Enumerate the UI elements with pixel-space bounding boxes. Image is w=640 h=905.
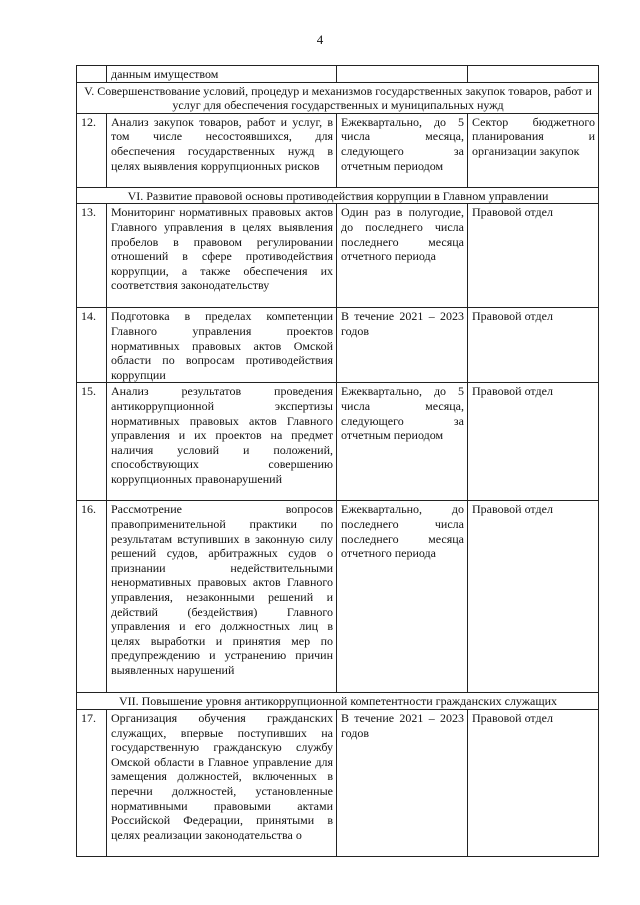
table-row: [77, 204, 599, 308]
table-row: [77, 113, 599, 187]
responsible-cell: Правовой отдел: [468, 501, 599, 693]
responsible-cell: Правовой отдел: [468, 709, 599, 856]
page-number: 4: [316, 32, 324, 47]
responsible-cell: Правовой отдел: [468, 204, 599, 308]
table-row: [77, 383, 599, 501]
term-cell: Один раз в полугодие, до последнего числа последнего месяца отчетного периода: [337, 204, 468, 308]
measure-cell: Рассмотрение вопросов правоприменительной практики по результатам вступивших в законную силу решений судов, арбитражных судов о признании недействительными ненормативных правовых актов Главного управления, незаконными решений и действий (бездействия) Главного управления и его должностных лиц в целях выработки и принятия мер по предупреждению и устранению причин выявленных нарушений: [107, 501, 337, 693]
row-number: 13.: [77, 204, 107, 308]
row-number: 17.: [77, 709, 107, 856]
term-cell: Ежеквартально, до 5 числа месяца, следующего за отчетным периодом: [337, 113, 468, 187]
term-cell: Ежеквартально, до последнего числа последнего месяца отчетного периода: [337, 501, 468, 693]
section-header: [77, 693, 599, 710]
measure-cell: Мониторинг нормативных правовых актов Главного управления в целях выявления пробелов в правовом регулировании отношений в сфере противодействия коррупции, а также обеспечения их соответствия законодательству: [107, 204, 337, 308]
measure-cell: Организация обучения гражданских служащих, впервые поступивших на государственную гражданскую службу Омской области в Главное управление для замещения должностей, включенных в перечни должностей, установленные нормативными правовыми актами Российской Федерации, принятыми в целях реализации законодательства о: [107, 709, 337, 856]
measures-table: [76, 65, 599, 857]
table-row: [77, 308, 599, 383]
term-cell: В течение 2021 – 2023 годов: [337, 308, 468, 383]
measure-cell: Анализ закупок товаров, работ и услуг, в том числе несостоявшихся, для обеспечения государственных нужд в целях выявления коррупционных рисков: [107, 113, 337, 187]
section-header: [77, 187, 599, 204]
row-number: 12.: [77, 113, 107, 187]
measure-cell: Подготовка в пределах компетенции Главного управления проектов нормативных правовых актов Омской области по вопросам противодействия коррупции: [107, 308, 337, 383]
responsible-cell: Правовой отдел: [468, 383, 599, 501]
section-header: [77, 82, 599, 113]
section-title: VII. Повышение уровня антикоррупционной компетентности гражданских служащих: [77, 693, 599, 710]
table-row: [77, 501, 599, 693]
section-title: VI. Развитие правовой основы противодействия коррупции в Главном управлении: [77, 187, 599, 204]
responsible-cell: Сектор бюджетного планирования и организации закупок: [468, 113, 599, 187]
section-title: V. Совершенствование условий, процедур и механизмов государственных закупок товаров, работ и услуг для обеспечения государственных и муниципальных нужд: [77, 82, 599, 113]
term-cell: Ежеквартально, до 5 числа месяца, следующего за отчетным периодом: [337, 383, 468, 501]
table-row: [77, 66, 599, 83]
term-cell: В течение 2021 – 2023 годов: [337, 709, 468, 856]
measure-cell: Анализ результатов проведения антикоррупционной экспертизы нормативных правовых актов Главного управления и их проектов на предмет наличия условий и положений, способствующих совершению коррупционных правонарушений: [107, 383, 337, 501]
row-number: 16.: [77, 501, 107, 693]
measure-cell: данным имуществом: [107, 66, 337, 83]
row-number: 14.: [77, 308, 107, 383]
responsible-cell: Правовой отдел: [468, 308, 599, 383]
row-number: 15.: [77, 383, 107, 501]
table-row: [77, 709, 599, 856]
